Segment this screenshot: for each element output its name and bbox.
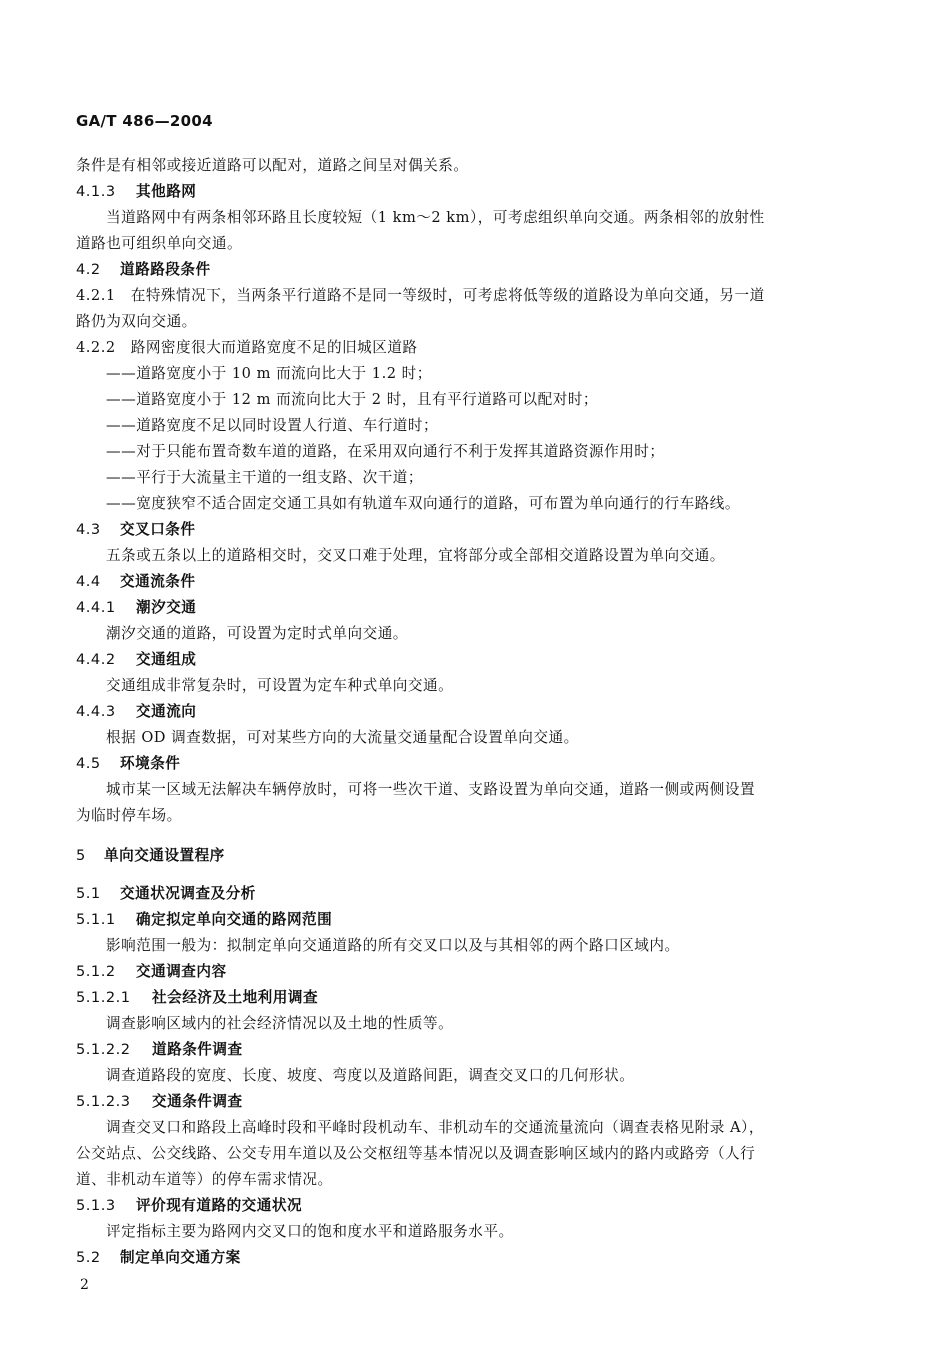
section-title: 单向交通设置程序 <box>104 847 225 864</box>
section-title: 交通条件调查 <box>152 1093 243 1110</box>
section-title: 交通状况调查及分析 <box>120 885 256 902</box>
body-text: 为临时停车场。 <box>76 807 182 824</box>
section-number: 5.1 <box>76 885 101 902</box>
list-item: ——道路宽度小于 10 m 而流向比大于 1.2 时； <box>106 365 432 382</box>
section-heading-4-4-2 <box>76 650 196 670</box>
body-text: 路仍为双向交通。 <box>76 313 197 330</box>
list-item: ——道路宽度小于 12 m 而流向比大于 2 时，且有平行道路可以配对时； <box>106 391 599 408</box>
body-text: 条件是有相邻或接近道路可以配对，道路之间呈对偶关系。 <box>76 157 469 174</box>
list-item: ——宽度狭窄不适合固定交通工具如有轨道车双向通行的道路，可布置为单向通行的行车路线。 <box>106 495 740 512</box>
body-text: 4.2.1 在特殊情况下，当两条平行道路不是同一等级时，可考虑将低等级的道路设为单向交通，另一道 <box>76 287 765 304</box>
section-number: 5 <box>76 847 86 864</box>
section-title: 交通流向 <box>136 703 197 720</box>
section-title: 道路路段条件 <box>120 261 211 278</box>
section-title: 交通流条件 <box>120 573 196 590</box>
list-item: ——道路宽度不足以同时设置人行道、车行道时； <box>106 417 439 434</box>
section-number: 5.1.2.3 <box>76 1093 131 1110</box>
body-text: 城市某一区域无法解决车辆停放时，可将一些次干道、支路设置为单向交通，道路一侧或两侧设置 <box>106 781 756 798</box>
section-title: 社会经济及土地利用调查 <box>152 989 319 1006</box>
body-text: 公交站点、公交线路、公交专用车道以及公交枢纽等基本情况以及调查影响区域内的路内或路旁（人行 <box>76 1145 756 1162</box>
body-text: 调查交叉口和路段上高峰时段和平峰时段机动车、非机动车的交通流量流向（调查表格见附录 A）， <box>106 1119 764 1136</box>
body-text: 根据 OD 调查数据，可对某些方向的大流量交通量配合设置单向交通。 <box>106 729 579 746</box>
section-heading-5-1-2-2 <box>76 1040 243 1060</box>
section-heading-4-2 <box>76 260 211 280</box>
section-number: 5.2 <box>76 1249 101 1266</box>
section-title: 交叉口条件 <box>120 521 196 538</box>
body-text: 4.2.2 路网密度很大而道路宽度不足的旧城区道路 <box>76 339 418 356</box>
section-number: 5.1.2 <box>76 963 116 980</box>
section-title: 评价现有道路的交通状况 <box>136 1197 303 1214</box>
section-title: 道路条件调查 <box>152 1041 243 1058</box>
section-number: 4.1.3 <box>76 183 116 200</box>
section-number: 4.5 <box>76 755 101 772</box>
section-number: 4.4.2 <box>76 651 116 668</box>
section-title: 确定拟定单向交通的路网范围 <box>136 911 333 928</box>
section-title: 环境条件 <box>120 755 181 772</box>
section-heading-4-4-3 <box>76 702 196 722</box>
body-text: 道、非机动车道等）的停车需求情况。 <box>76 1171 333 1188</box>
page-number: 2 <box>80 1277 89 1293</box>
section-heading-4-1-3 <box>76 182 196 202</box>
body-text: 评定指标主要为路网内交叉口的饱和度水平和道路服务水平。 <box>106 1223 514 1240</box>
body-text: 调查影响区域内的社会经济情况以及土地的性质等。 <box>106 1015 454 1032</box>
list-item: ——对于只能布置奇数车道的道路，在采用双向通行不利于发挥其道路资源作用时； <box>106 443 665 460</box>
section-number: 5.1.3 <box>76 1197 116 1214</box>
section-heading-5 <box>76 846 225 866</box>
section-heading-5-1-3 <box>76 1196 302 1216</box>
section-number: 4.4.1 <box>76 599 116 616</box>
section-heading-5-2 <box>76 1248 241 1268</box>
section-number: 4.3 <box>76 521 101 538</box>
body-text: 当道路网中有两条相邻环路且长度较短（1 km～2 km），可考虑组织单向交通。两条相邻的放射性 <box>106 209 765 226</box>
section-heading-4-3 <box>76 520 195 540</box>
section-title: 制定单向交通方案 <box>120 1249 241 1266</box>
body-text: 道路也可组织单向交通。 <box>76 235 243 252</box>
section-heading-4-4 <box>76 572 195 592</box>
section-title: 交通组成 <box>136 651 197 668</box>
document-code: GA/T 486—2004 <box>76 112 213 130</box>
section-number: 5.1.2.2 <box>76 1041 131 1058</box>
section-heading-5-1-2 <box>76 962 227 982</box>
section-title: 潮汐交通 <box>136 599 197 616</box>
body-text: 五条或五条以上的道路相交时，交叉口难于处理，宜将部分或全部相交道路设置为单向交通。 <box>106 547 725 564</box>
section-heading-4-5 <box>76 754 180 774</box>
section-number: 5.1.2.1 <box>76 989 131 1006</box>
section-number: 4.4.3 <box>76 703 116 720</box>
section-heading-4-4-1 <box>76 598 196 618</box>
section-heading-5-1-2-3 <box>76 1092 243 1112</box>
section-heading-5-1 <box>76 884 256 904</box>
section-heading-5-1-1 <box>76 910 332 930</box>
body-text: 潮汐交通的道路，可设置为定时式单向交通。 <box>106 625 408 642</box>
section-title: 其他路网 <box>136 183 197 200</box>
section-number: 5.1.1 <box>76 911 116 928</box>
body-text: 影响范围一般为：拟制定单向交通道路的所有交叉口以及与其相邻的两个路口区域内。 <box>106 937 680 954</box>
body-text: 交通组成非常复杂时，可设置为定车种式单向交通。 <box>106 677 454 694</box>
section-heading-5-1-2-1 <box>76 988 318 1008</box>
section-title: 交通调查内容 <box>136 963 227 980</box>
list-item: ——平行于大流量主干道的一组支路、次干道； <box>106 469 423 486</box>
section-number: 4.2 <box>76 261 101 278</box>
section-number: 4.4 <box>76 573 101 590</box>
body-text: 调查道路段的宽度、长度、坡度、弯度以及道路间距，调查交叉口的几何形状。 <box>106 1067 635 1084</box>
